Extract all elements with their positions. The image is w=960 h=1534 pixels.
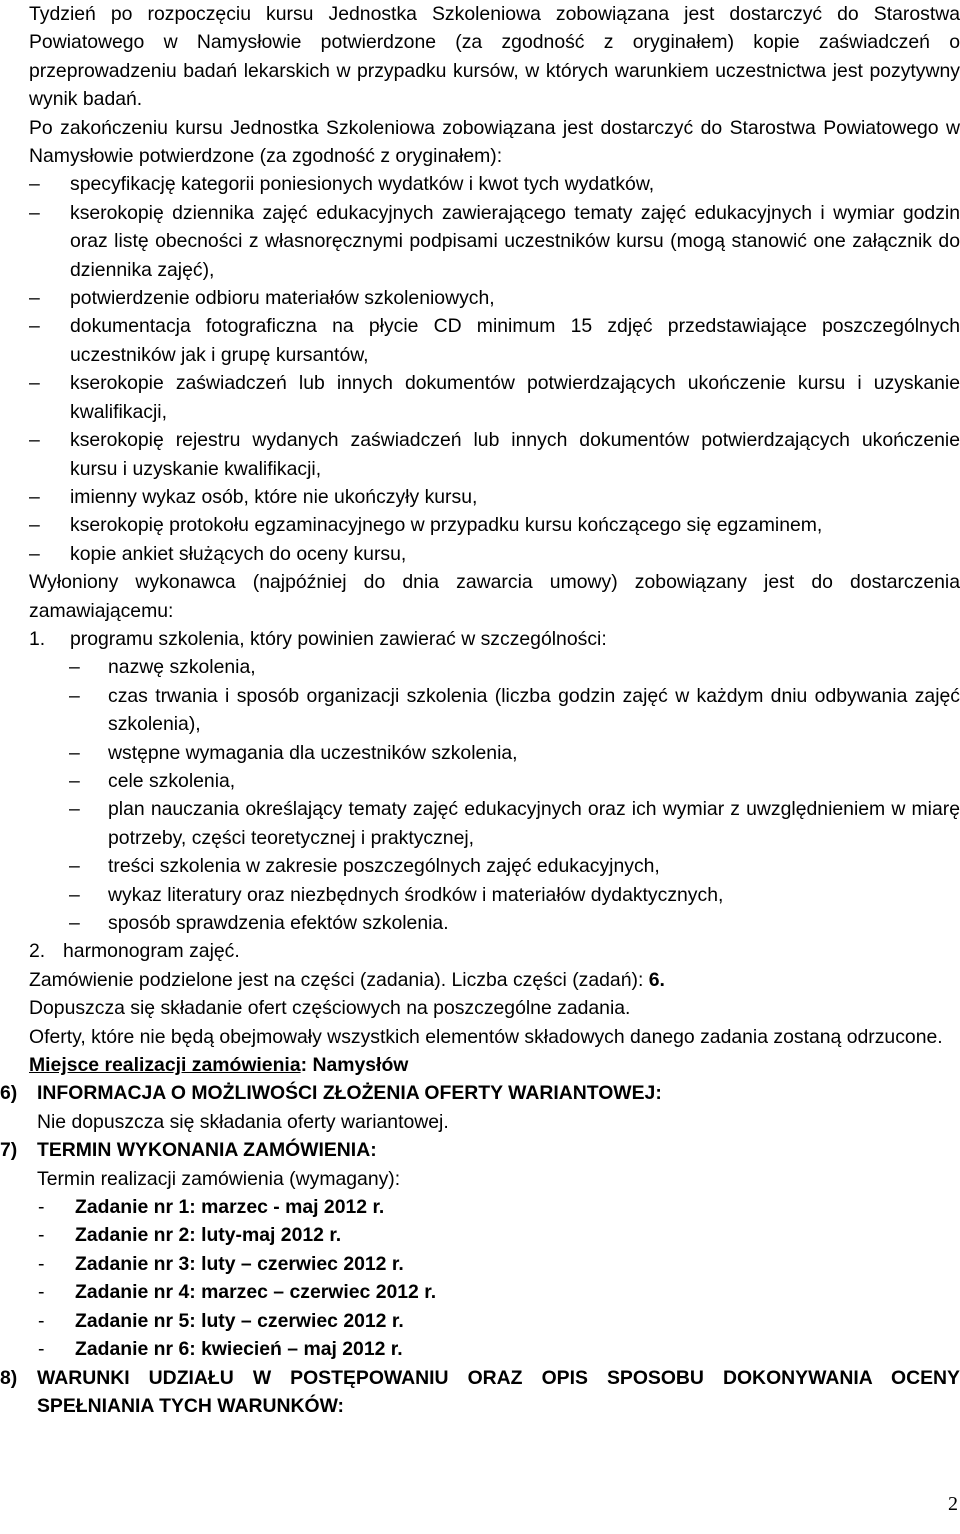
- dash-bullet: –: [29, 514, 40, 537]
- place-label: Miejsce realizacji zamówienia: [29, 1054, 301, 1077]
- paragraph-medical-exams: Tydzień po rozpoczęciu kursu Jednostka Szkoleniowa zobowiązana jest dostarczyć do Starostwa Powiatowego w Namysłowie potwierdzone (za zgodność z oryginałem) kopie zaświadczeń o przeprowadzeniu badań lekarskich w przypadku kursów, w których warunkiem uczestnictwa jest pozytywny wynik badań.: [29, 3, 960, 111]
- section-8-heading: 8) WARUNKI UDZIAŁU W POSTĘPOWANIU ORAZ OPIS SPOSOBU DOKONYWANIA OCENY SPEŁNIANIA TYCH WARUNKÓW:: [29, 1364, 960, 1421]
- deadline-item: - Zadanie nr 3: luty – czerwiec 2012 r.: [38, 1252, 404, 1275]
- dash-bullet: –: [69, 912, 80, 934]
- dash-bullet: –: [69, 855, 80, 878]
- deadline-item: - Zadanie nr 1: marzec - maj 2012 r.: [38, 1196, 385, 1219]
- dash-bullet: –: [69, 769, 80, 792]
- list-item: – nazwę szkolenia,: [29, 653, 960, 681]
- list-item: – cele szkolenia,: [29, 767, 960, 795]
- deadline-item: - Zadanie nr 6: kwiecień – maj 2012 r.: [38, 1338, 403, 1361]
- list-item: – wstępne wymagania dla uczestników szkolenia,: [29, 739, 960, 767]
- section-number: 7): [0, 1139, 18, 1162]
- list-item: – dokumentacja fotograficzna na płycie CD minimum 15 zdjęć przedstawiające poszczególnych uczestników jak i grupę kursantów,: [29, 312, 960, 369]
- program-contents-list: [29, 653, 960, 937]
- dash-bullet: –: [29, 485, 40, 508]
- list-item: – kserokopię rejestru wydanych zaświadczeń lub innych dokumentów potwierdzających ukończenie kursu i uzyskanie kwalifikacji,: [29, 426, 960, 483]
- place-of-execution: [29, 1051, 960, 1079]
- deadline-item: - Zadanie nr 2: luty-maj 2012 r.: [38, 1224, 342, 1247]
- dash-bullet: –: [69, 656, 80, 679]
- dash-bullet: –: [29, 429, 40, 452]
- list-item: – kserokopię dziennika zajęć edukacyjnych zawierającego tematy zajęć edukacyjnych i wymiar godzin oraz listę obecności z własnoręcznymi podpisami uczestników kursu (mogą stanowić one załącznik do dziennika zajęć),: [29, 199, 960, 284]
- parts-count: 6.: [648, 968, 665, 991]
- page-number: 2: [948, 1493, 958, 1515]
- after-course-documents-list: [29, 170, 960, 568]
- dash-bullet: –: [69, 798, 80, 821]
- place-value: : Namysłów: [300, 1054, 409, 1077]
- list-item: – kserokopię protokołu egzaminacyjnego w przypadku kursu kończącego się egzaminem,: [29, 511, 960, 539]
- list-item: – czas trwania i sposób organizacji szkolenia (liczba godzin zajęć w każdym dniu odbywania zajęć szkolenia),: [29, 682, 960, 739]
- list-item: – kopie ankiet służących do oceny kursu,: [29, 540, 960, 568]
- dash-bullet: –: [69, 741, 80, 764]
- list-item: – sposób sprawdzenia efektów szkolenia.: [29, 909, 960, 937]
- paragraph-rejected-offers: Oferty, które nie będą obejmowały wszystkich elementów składowych danego zadania zostaną odrzucone.: [29, 1025, 943, 1048]
- list-item: – kserokopie zaświadczeń lub innych dokumentów potwierdzających ukończenie kursu i uzyskanie kwalifikacji,: [29, 369, 960, 426]
- dash-bullet: –: [29, 542, 40, 565]
- list-item: – plan nauczania określający tematy zajęć edukacyjnych oraz ich wymiar z uwzględnieniem w miarę potrzeby, części teoretycznej i praktycznej,: [29, 795, 960, 852]
- deadline-item: - Zadanie nr 5: luty – czerwiec 2012 r.: [38, 1309, 404, 1332]
- section-6-text: Nie dopuszcza się składania oferty wariantowej.: [37, 1110, 449, 1133]
- dash-bullet: –: [29, 287, 40, 310]
- numbered-item-schedule: 2. harmonogram zajęć.: [29, 937, 960, 965]
- section-6-heading: 6) INFORMACJA O MOŻLIWOŚCI ZŁOŻENIA OFERTY WARIANTOWEJ:: [29, 1079, 960, 1107]
- section-number: 8): [0, 1366, 18, 1389]
- dash-bullet: –: [69, 684, 80, 707]
- section-number: 6): [0, 1082, 18, 1105]
- list-item: – imienny wykaz osób, które nie ukończyły kursu,: [29, 483, 960, 511]
- paragraph-after-course: Po zakończeniu kursu Jednostka Szkoleniowa zobowiązana jest dostarczyć do Starostwa Powiatowego w Namysłowie potwierdzone (za zgodność z oryginałem):: [29, 116, 960, 168]
- numbered-item-program: 1. programu szkolenia, który powinien zawierać w szczególności:: [29, 625, 960, 653]
- list-item: – wykaz literatury oraz niezbędnych środków i materiałów dydaktycznych,: [29, 881, 960, 909]
- list-item: – potwierdzenie odbioru materiałów szkoleniowych,: [29, 284, 960, 312]
- dash-bullet: –: [29, 201, 40, 224]
- dash-bullet: –: [29, 372, 40, 395]
- section-7-heading: 7) TERMIN WYKONANIA ZAMÓWIENIA:: [29, 1136, 960, 1164]
- deadlines-list: [29, 1193, 960, 1363]
- item-number: 2.: [29, 940, 46, 963]
- dash-bullet: –: [69, 883, 80, 906]
- paragraph-order-parts: Zamówienie podzielone jest na części (zadania). Liczba części (zadań): 6.: [29, 968, 665, 991]
- dash-bullet: –: [29, 173, 40, 196]
- list-item: – specyfikację kategorii poniesionych wydatków i kwot tych wydatków,: [29, 170, 960, 198]
- paragraph-contractor-obligations: Wyłoniony wykonawca (najpóźniej do dnia zawarcia umowy) zobowiązany jest do dostarczenia zamawiającemu:: [29, 571, 960, 622]
- paragraph-partial-offers: Dopuszcza się składanie ofert częściowych na poszczególne zadania.: [29, 997, 631, 1020]
- item-number: 1.: [29, 627, 46, 650]
- dash-bullet: –: [29, 315, 40, 338]
- list-item: – treści szkolenia w zakresie poszczególnych zajęć edukacyjnych,: [29, 852, 960, 880]
- deadline-item: - Zadanie nr 4: marzec – czerwiec 2012 r.: [38, 1281, 437, 1304]
- section-7-intro: Termin realizacji zamówienia (wymagany):: [37, 1167, 401, 1190]
